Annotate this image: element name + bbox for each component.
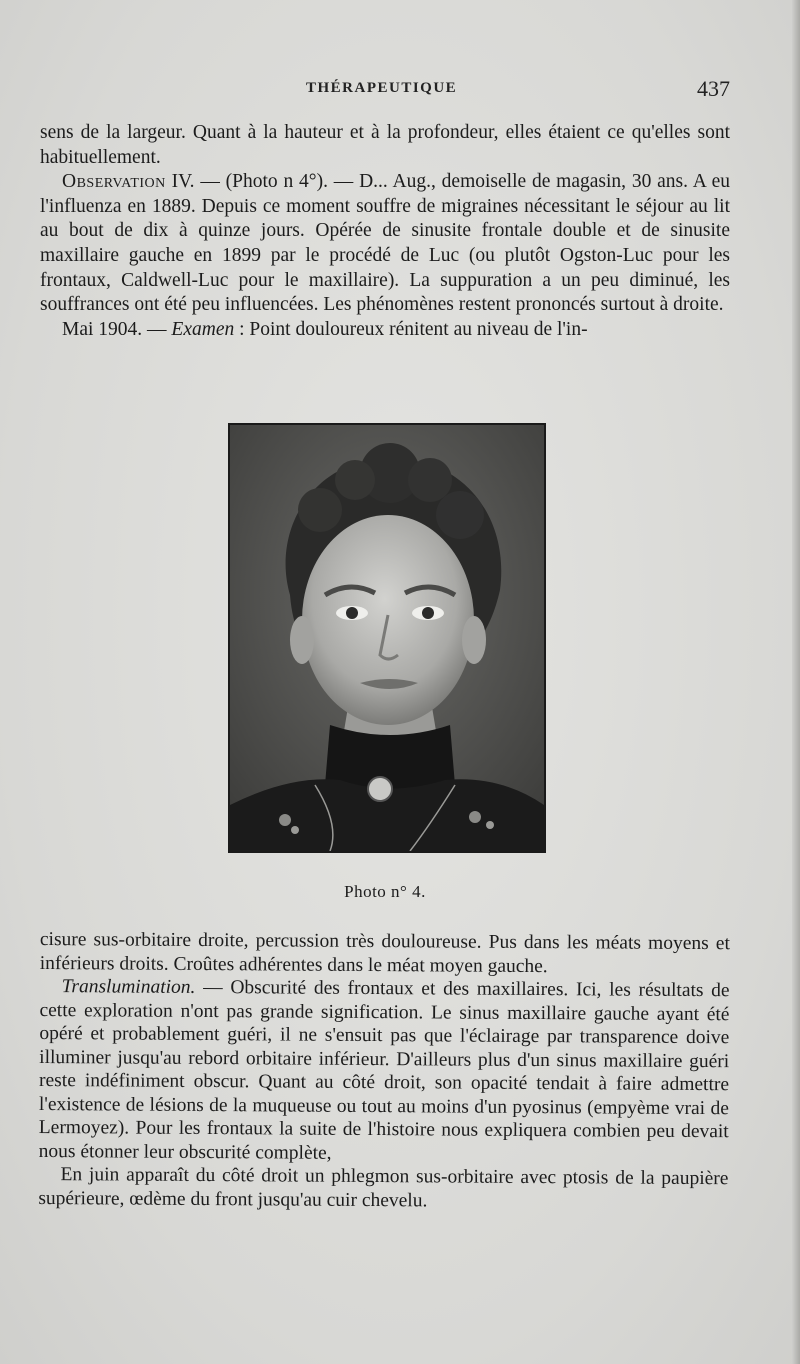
paragraph [40, 318, 730, 343]
paragraph-text: Observation [62, 171, 166, 193]
paragraph-text: sens de la largeur. Quant à la hauteur et à la profondeur, elles étaient ce qu'elles sont habituellement. [40, 122, 730, 168]
page-edge-shadow [792, 0, 800, 1364]
paragraph [40, 928, 730, 979]
paragraph [40, 170, 730, 318]
running-header [40, 76, 730, 100]
paragraph [38, 1163, 728, 1214]
paragraph-text: Examen [171, 318, 235, 340]
page-number: 437 [697, 76, 730, 101]
paragraph-text: cisure sus-orbitaire droite, percussion très douloureuse. Pus dans les méats moyens et inférieurs droits. Croûtes adhérentes dans le méat moyen gauche. [39, 929, 730, 977]
paragraph-text: — Obscurité des frontaux et des maxillaires. Ici, les résultats de cette exploration n'ont pas grande signification. Le sinus maxillaire gauche ayant été opéré et probablement guéri, il ne s'ensuit pas que l'éclairage par transparence doive illuminer jusqu'au rebord orbitaire inférieur. D'ailleurs plus d'un sinus maxillaire guéri reste indéfiniment obscur. Quant au côté droit, son opacité tendait à faire admettre l'existence de lésions de la muqueuse ou tout au moins d'un pyosinus (empyème vrai de Lermoyez). Pour les frontaux la suite de l'histoire nous expliquera combien peu devait nous étonner leur obscurité complète, [38, 976, 730, 1164]
running-title: THÉRAPEUTIQUE [306, 80, 458, 96]
figure-caption: Photo n° 4. [344, 882, 426, 901]
text-block-bottom [38, 928, 730, 1214]
paragraph-text: : Point douloureux rénitent au niveau de l'in- [234, 318, 588, 340]
paragraph-text: Mai 1904. — [62, 318, 172, 340]
text-block-top [40, 121, 730, 342]
paragraph [40, 121, 730, 170]
paragraph-text: IV. — (Photo n 4°). — D... Aug., demoiselle de magasin, 30 ans. A eu l'influenza en 1889. Depuis ce moment souffre de migraines nécessitant le séjour au lit au bout de dix à quinze jours. Opérée de sinusite frontale double et de sinusite maxillaire gauche en 1899 par le procédé de Luc (ou plutôt Ogston-Luc pour les frontaux, Caldwell-Luc pour le maxillaire). La suppuration a un peu diminué, les souffrances ont été peu influencées. Les phénomènes restent prononcés surtout à droite. [40, 171, 730, 316]
paragraph-text: En juin apparaît du côté droit un phlegmon sus-orbitaire avec ptosis de la paupière supérieure, œdème du front jusqu'au cuir chevelu. [38, 1164, 729, 1211]
paragraph [39, 975, 730, 1167]
portrait-photo [228, 423, 546, 853]
paragraph-text: Translumination. [61, 976, 196, 998]
